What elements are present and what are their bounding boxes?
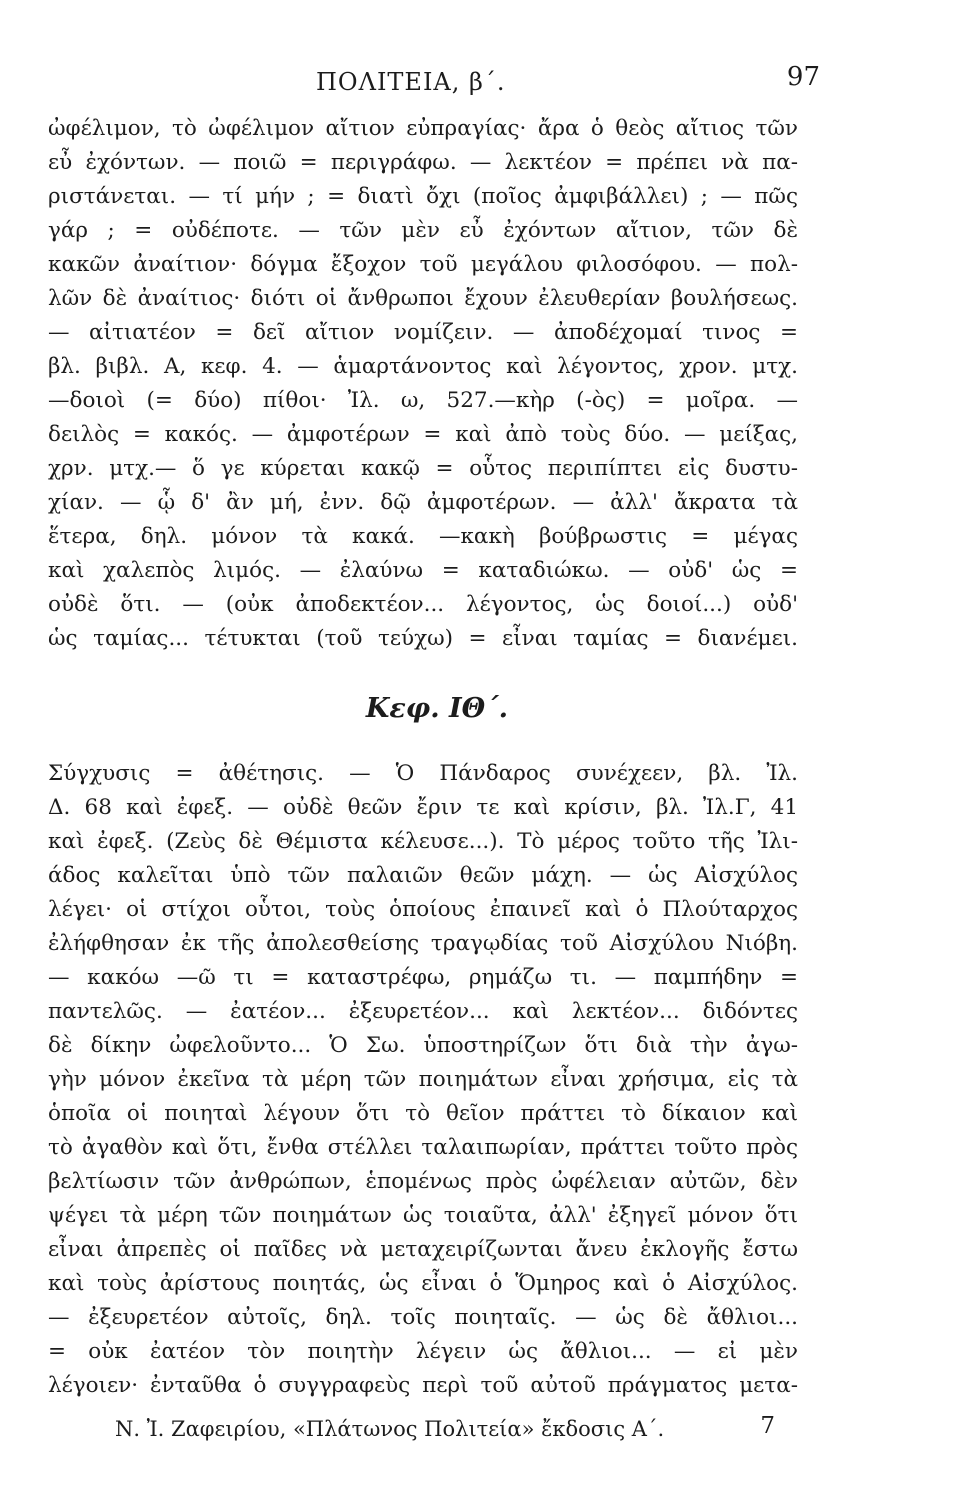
text-line: εὖ ἐχόντων. — ποιῶ = περιγράφω. — λεκτέον = πρέπει νὰ πα-	[48, 150, 798, 175]
text-line: λέγοιεν· ἐνταῦθα ὁ συγγραφεὺς περὶ τοῦ αὐτοῦ πράγματος μετα-	[48, 1373, 798, 1398]
text-line: τὸ ἀγαθὸν καὶ ὅτι, ἔνθα στέλλει ταλαιπωρίαν, πράττει τοῦτο πρὸς	[48, 1135, 798, 1160]
text-line: —δοιοὶ (= δύο) πίθοι· Ἰλ. ω, 527.—κὴρ (-ὸς) = μοῖρα. —	[48, 388, 798, 413]
text-line: βελτίωσιν τῶν ἀνθρώπων, ἑπομένως πρὸς ὠφέλειαν αὐτῶν, δὲν	[48, 1169, 798, 1194]
text-line: — αἰτιατέον = δεῖ αἴτιον νομίζειν. — ἀποδέχομαί τινος =	[48, 320, 798, 345]
text-line: οὐδὲ ὅτι. — (οὐκ ἀποδεκτέον... λέγοντος, ὡς δοιοί...) οὐδ'	[48, 592, 798, 617]
text-line: χίαν. — ᾧ δ' ἂν μή, ἐνν. δῷ ἀμφοτέρων. — ἀλλ' ἄκρατα τὰ	[48, 490, 798, 515]
text-line: ὡς ταμίας... τέτυκται (τοῦ τεύχω) = εἶναι ταμίας = διανέμει.	[48, 626, 798, 651]
text-line: λῶν δὲ ἀναίτιος· διότι οἱ ἄνθρωποι ἔχουν ἐλευθερίαν βουλήσεως.	[48, 286, 798, 311]
text-line: λέγει· οἱ στίχοι οὗτοι, τοὺς ὁποίους ἐπαινεῖ καὶ ὁ Πλούταρχος	[48, 897, 798, 922]
chapter-heading: Κεφ. ΙΘ΄.	[365, 693, 509, 724]
text-line: παντελῶς. — ἐατέον... ἐξευρετέον... καὶ λεκτέον... διδόντες	[48, 999, 798, 1024]
text-line: εἶναι ἀπρεπὲς οἱ παῖδες νὰ μεταχειρίζωνται ἄνευ ἐκλογῆς ἔστω	[48, 1237, 798, 1262]
text-line: ψέγει τὰ μέρη τῶν ποιημάτων ὡς τοιαῦτα, ἀλλ' ἐξηγεῖ μόνον ὅτι	[48, 1203, 798, 1228]
text-line: ἕτερα, δηλ. μόνον τὰ κακά. —κακὴ βούβρωστις = μέγας	[48, 524, 798, 549]
text-line: άδος καλεῖται ὑπὸ τῶν παλαιῶν θεῶν μάχη. — ὡς Αἰσχύλος	[48, 863, 798, 888]
page-footer	[115, 1413, 775, 1453]
text-line: δειλὸς = κακός. — ἀμφοτέρων = καὶ ἀπὸ τοὺς δύο. — μείξας,	[48, 422, 798, 447]
page-number: 97	[786, 62, 820, 92]
text-line: γάρ ; = οὐδέποτε. — τῶν μὲν εὖ ἐχόντων αἴτιον, τῶν δὲ	[48, 218, 798, 243]
footer-imprint: Ν. Ἰ. Ζαφειρίου, «Πλάτωνος Πολιτεία» ἔκδοσις Α΄.	[115, 1417, 665, 1441]
text-line: ριστάνεται. — τί μήν ; = διατὶ ὄχι (ποῖος ἀμφιβάλλει) ; — πῶς	[48, 184, 798, 209]
text-line: ὁποῖα οἱ ποιηταὶ λέγουν ὅτι τὸ θεῖον πράττει τὸ δίκαιον καὶ	[48, 1101, 798, 1126]
text-line: ὠφέλιμον, τὸ ὠφέλιμον αἴτιον εὐπραγίας· ἄρα ὁ θεὸς αἴτιος τῶν	[48, 116, 798, 141]
text-line: βλ. βιβλ. Α, κεφ. 4. — ἁμαρτάνοντος καὶ λέγοντος, χρον. μτχ.	[48, 354, 798, 379]
text-line: — ἐξευρετέον αὐτοῖς, δηλ. τοῖς ποιηταῖς. — ὡς δὲ ἄθλιοι...	[48, 1305, 798, 1330]
text-line: Σύγχυσις = ἀθέτησις. — Ὁ Πάνδαρος συνέχεεν, βλ. Ἰλ.	[48, 761, 798, 786]
text-line: Δ. 68 καὶ ἐφεξ. — οὐδὲ θεῶν ἔριν τε καὶ κρίσιν, βλ. Ἰλ.Γ, 41	[48, 795, 798, 820]
text-line: καὶ ἐφεξ. (Ζεὺς δὲ Θέμιστα κέλευσε...). Τὸ μέρος τοῦτο τῆς Ἰλι-	[48, 829, 798, 854]
text-line: = οὐκ ἐατέον τὸν ποιητὴν λέγειν ὡς ἄθλιοι... — εἰ μὲν	[48, 1339, 798, 1364]
text-line: — κακόω —ῶ τι = καταστρέφω, ρημάζω τι. — παμπήδην =	[48, 965, 798, 990]
commentary-block-2	[48, 757, 798, 1403]
text-line: καὶ τοὺς ἀρίστους ποιητάς, ὡς εἶναι ὁ Ὅμηρος καὶ ὁ Αἰσχύλος.	[48, 1271, 798, 1296]
text-line: δὲ δίκην ὠφελοῦντο... Ὁ Σω. ὑποστηρίζων ὅτι διὰ τὴν ἀγω-	[48, 1033, 798, 1058]
text-line: χρν. μτχ.— ὅ γε κύρεται κακῷ = οὗτος περιπίπτει εἰς δυστυ-	[48, 456, 798, 481]
commentary-block-1	[48, 112, 798, 656]
text-line: ἐλήφθησαν ἐκ τῆς ἀπολεσθείσης τραγῳδίας τοῦ Αἰσχύλου Νιόβη.	[48, 931, 798, 956]
running-title: ΠΟΛΙΤΕΙΑ, β΄.	[316, 68, 506, 96]
running-head	[60, 62, 820, 96]
text-line: γὴν μόνον ἐκεῖνα τὰ μέρη τῶν ποιημάτων εἶναι χρήσιμα, εἰς τὰ	[48, 1067, 798, 1092]
text-line: καὶ χαλεπὸς λιμός. — ἐλαύνω = καταδιώκω. — οὐδ' ὡς =	[48, 558, 798, 583]
text-line: κακῶν ἀναίτιον· δόγμα ἔξοχον τοῦ μεγάλου φιλοσόφου. — πολ-	[48, 252, 798, 277]
signature-mark: 7	[760, 1413, 775, 1439]
